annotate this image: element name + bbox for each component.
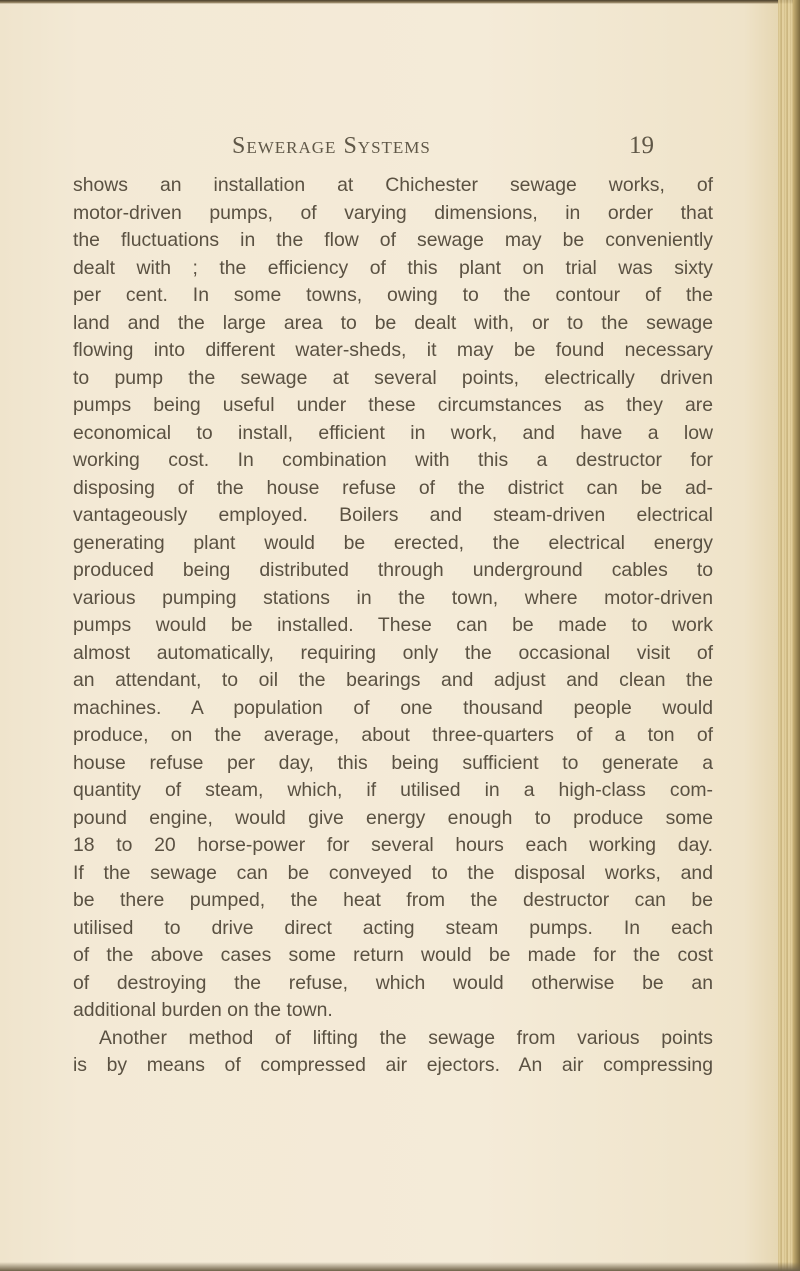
text-line: produce, on the average, about three-quarters of a ton of [73, 724, 713, 746]
text-line: house refuse per day, this being sufficient to generate a [73, 751, 713, 774]
body-text [73, 172, 713, 1080]
text-line: of the above cases some return would be made for the cost [73, 944, 713, 966]
text-line: pound engine, would give energy enough to produce some [73, 806, 713, 829]
text-line: various pumping stations in the town, where motor-driven [73, 586, 713, 609]
text-line: 18 to 20 horse-power for several hours each working day. [73, 834, 713, 856]
text-line: of destroying the refuse, which would otherwise be an [73, 971, 713, 994]
text-line: quantity of steam, which, if utilised in a high-class com- [73, 779, 713, 801]
text-line: dealt with ; the efficiency of this plant on trial was sixty [73, 256, 713, 279]
page-bottom-shadow [0, 1262, 800, 1271]
text-line-paragraph-start: Another method of lifting the sewage from various points [99, 1026, 713, 1049]
running-title-text: Sewerage Systems [232, 133, 431, 159]
text-line: economical to install, efficient in work, and have a low [73, 421, 713, 444]
text-line: the fluctuations in the flow of sewage may be conveniently [73, 229, 713, 251]
text-line: utilised to drive direct acting steam pumps. In each [73, 916, 713, 939]
text-line: flowing into different water-sheds, it may be found necessary [73, 339, 713, 361]
text-line: to pump the sewage at several points, electrically driven [73, 366, 713, 389]
text-line: If the sewage can be conveyed to the disposal works, and [73, 861, 713, 884]
text-line: is by means of compressed air ejectors. An air compressing [73, 1054, 713, 1076]
text-line: per cent. In some towns, owing to the contour of the [73, 284, 713, 306]
text-line: land and the large area to be dealt with, or to the sewage [73, 311, 713, 334]
text-line: machines. A population of one thousand people would [73, 696, 713, 719]
page-header [0, 126, 800, 166]
text-line: motor-driven pumps, of varying dimensions, in order that [73, 201, 713, 224]
text-line: pumps being useful under these circumstances as they are [73, 394, 713, 416]
running-title [232, 126, 492, 166]
text-line: pumps would be installed. These can be made to work [73, 614, 713, 636]
page-top-shadow [0, 0, 800, 4]
text-line: produced being distributed through underground cables to [73, 559, 713, 581]
text-line: vantageously employed. Boilers and steam-driven electrical [73, 504, 713, 526]
text-line: additional burden on the town. [73, 999, 333, 1021]
text-line: working cost. In combination with this a destructor for [73, 449, 713, 471]
text-line: be there pumped, the heat from the destructor can be [73, 889, 713, 911]
text-line: an attendant, to oil the bearings and adjust and clean the [73, 669, 713, 691]
text-line: almost automatically, requiring only the occasional visit of [73, 641, 713, 664]
text-line: generating plant would be erected, the electrical energy [73, 531, 713, 554]
text-line: disposing of the house refuse of the district can be ad- [73, 476, 713, 499]
page-binding-shadow [793, 0, 800, 1271]
text-line: shows an installation at Chichester sewage works, of [73, 174, 713, 196]
page-number: 19 [629, 132, 654, 159]
